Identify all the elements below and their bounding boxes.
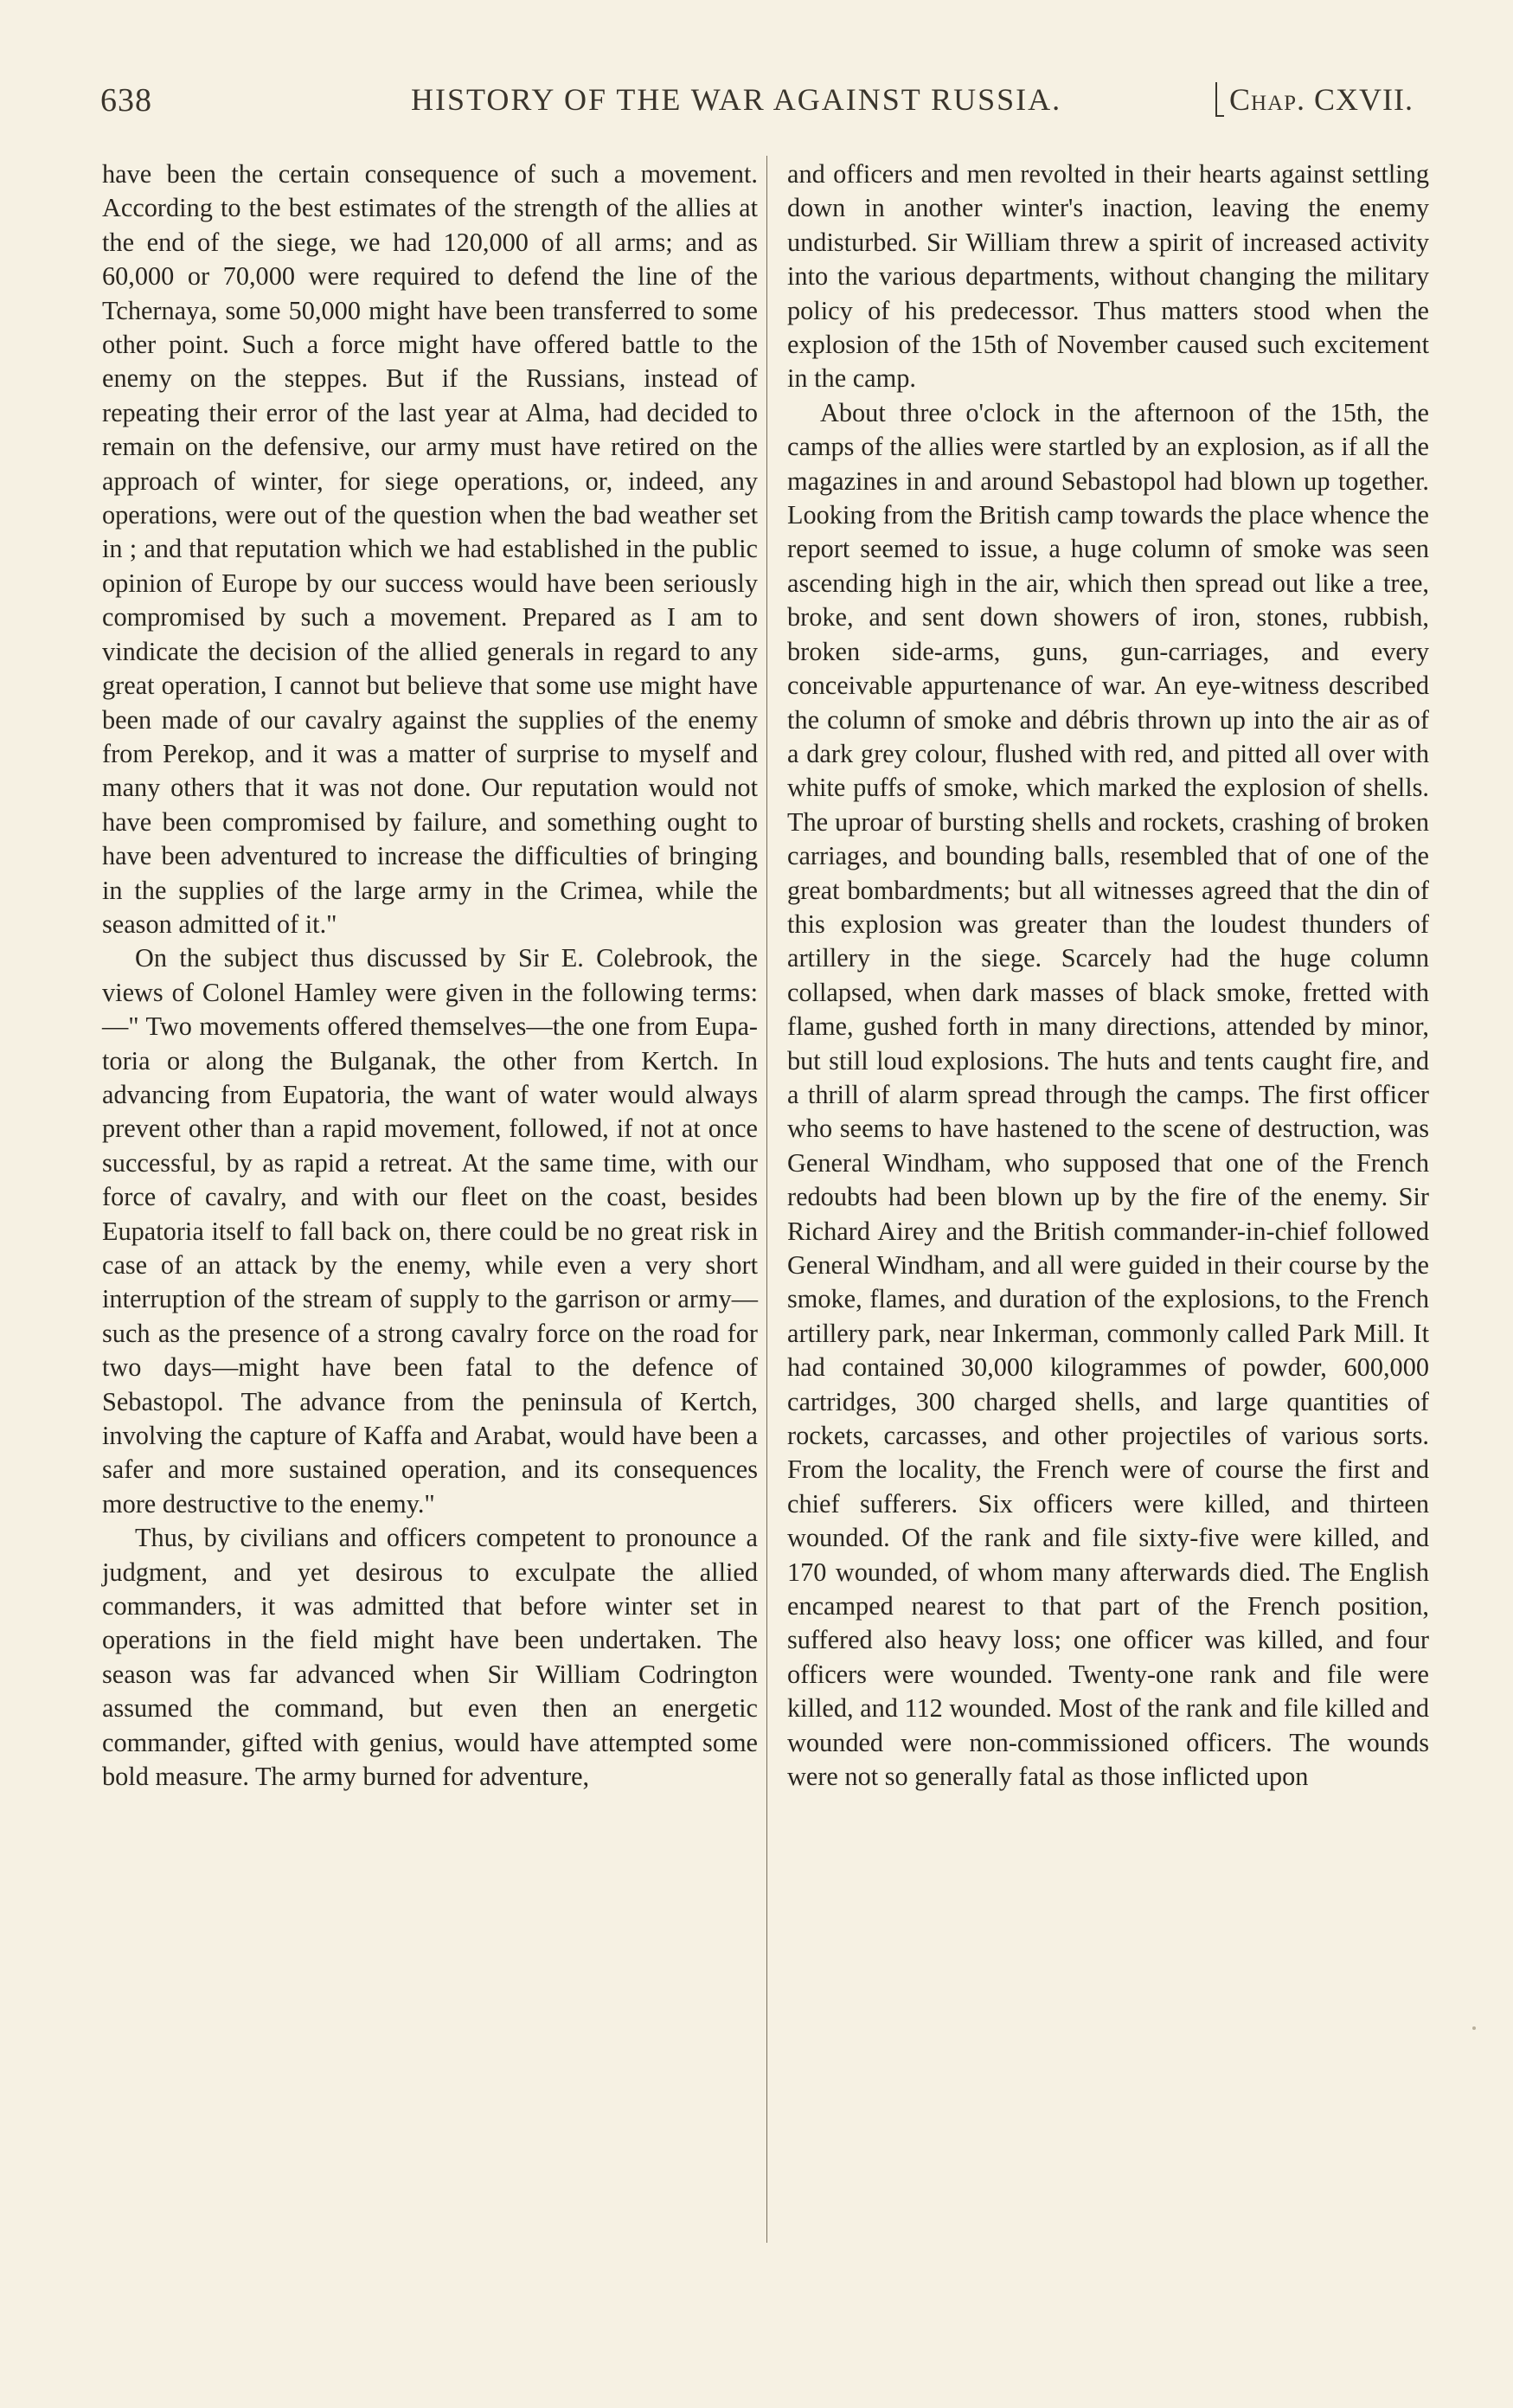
bracket-mark: [1215, 82, 1224, 117]
left-column: [102, 157, 758, 1795]
running-title: HISTORY OF THE WAR AGAINST RUSSIA.: [411, 82, 1062, 117]
page-header: [0, 81, 1513, 133]
paragraph: and officers and men revolted in their hearts against settling down in another winter's inaction, leaving the enemy undisturbed. Sir William threw a spirit of increased activity into the various departments, without changing the military policy of his predecessor. Thus matters stood when the explosion of the 15th of November caused such excitement in the camp.: [787, 159, 1429, 394]
column-divider: [766, 156, 767, 2243]
paragraph: Thus, by civilians and officers competent to pronounce a judgment, and yet desirous to exculpate the allied commanders, it was admitted that before winter set in operations in the field might have been undertaken. The season was far advanced when Sir William Codrington assumed the command, but even then an energetic commander, gifted with genius, would have attempted some bold measure. The army burned for adventure,: [102, 1523, 758, 1792]
chapter-text: Chap. CXVII.: [1229, 82, 1414, 117]
chapter-label: [1215, 81, 1414, 118]
paragraph: About three o'clock in the afternoon of the 15th, the camps of the allies were startled by an explosion, as if all the magazines in and around Sebastopol had blown up together. Looking from the British camp towards the place whence the report seemed to issue, a huge column of smoke was seen ascending high in the air, which then spread out like a tree, broke, and sent down showers of iron, stones, rubbish, broken side-arms, guns, gun-carriages, and every conceivable appurtenance of war. An eye-witness described the column of smoke and débris thrown up into the air as of a dark grey colour, flushed with red, and pitted all over with white puffs of smoke, which marked the explosion of shells. The uproar of bursting shells and rockets, crashing of broken carriages, and bounding balls, resembled that of one of the great bombardments; but all witnesses agreed that the din of this explosion was greater than the loudest thunders of artillery in the siege. Scarcely had the huge column collapsed, when dark masses of black smoke, fretted with flame, gushed forth in many directions, attended by minor, but still loud explosions. The huts and tents caught fire, and a thrill of alarm spread through the camps. The first officer who seems to have hastened to the scene of destruction, was General Windham, who supposed that one of the French redoubts had been blown up by the fire of the enemy. Sir Richard Airey and the British commander-in-chief followed General Windham, and all were guided in their course by the smoke, flames, and duration of the explosions, to the French artillery park, near Inkerman, commonly called Park Mill. It had contained 30,000 kilogrammes of powder, 600,000 cartridges, 300 charged shells, and large quantities of rockets, carcasses, and other projectiles of various sorts. From the locality, the French were of course the first and chief sufferers. Six officers were killed, and thirteen wounded. Of the rank and file sixty-five were killed, and 170 wounded, of whom many afterwards died. The English encamped nearest to that part of the French position, suffered also heavy loss; one officer was killed, and four officers were wounded. Twenty-one rank and file were killed, and 112 wounded. Most of the rank and file killed and wounded were non-commissioned officers. The wounds were not so generally fatal as those inflicted upon: [787, 397, 1429, 1792]
paper-speck: [1472, 2026, 1476, 2030]
page-number: 638: [100, 82, 152, 119]
right-column: [787, 157, 1429, 1795]
paragraph: On the subject thus discussed by Sir E. Colebrook, the views of Colonel Hamley were given in the following terms:—" Two movements offered themselves—the one from Eupatoria or along the Bulganak, the other from Kertch. In advancing from Eupatoria, the want of water would always prevent other than a rapid movement, followed, if not at once successful, by as rapid a retreat. At the same time, with our force of cavalry, and with our fleet on the coast, besides Eupatoria itself to fall back on, there could be no great risk in case of an attack by the enemy, while even a very short interruption of the stream of supply to the garrison or army—such as the presence of a strong cavalry force on the road for two days—might have been fatal to the defence of Sebastopol. The advance from the peninsula of Kertch, involving the capture of Kaffa and Arabat, would have been a safer and more sustained operation, and its consequences more destructive to the enemy.": [102, 943, 758, 1519]
paragraph: have been the certain consequence of such a movement. According to the best estimates of the strength of the allies at the end of the siege, we had 120,000 of all arms; and as 60,000 or 70,000 were required to defend the line of the Tchernaya, some 50,000 might have been transferred to some other point. Such a force might have offered battle to the enemy on the steppes. But if the Russians, instead of repeating their error of the last year at Alma, had decided to remain on the defensive, our army must have retired on the approach of winter, for siege operations, or, indeed, any operations, were out of the question when the bad weather set in ; and that reputation which we had established in the public opinion of Europe by our success would have been seriously compromised by such a movement. Prepared as I am to vindicate the decision of the allied generals in regard to any great operation, I cannot but believe that some use might have been made of our cavalry against the supplies of the enemy from Perekop, and it was a matter of surprise to myself and many others that it was not done. Our reputation would not have been compromised by failure, and something ought to have been adventured to increase the difficulties of bringing in the supplies of the large army in the Crimea, while the season admitted of it.": [102, 159, 758, 939]
